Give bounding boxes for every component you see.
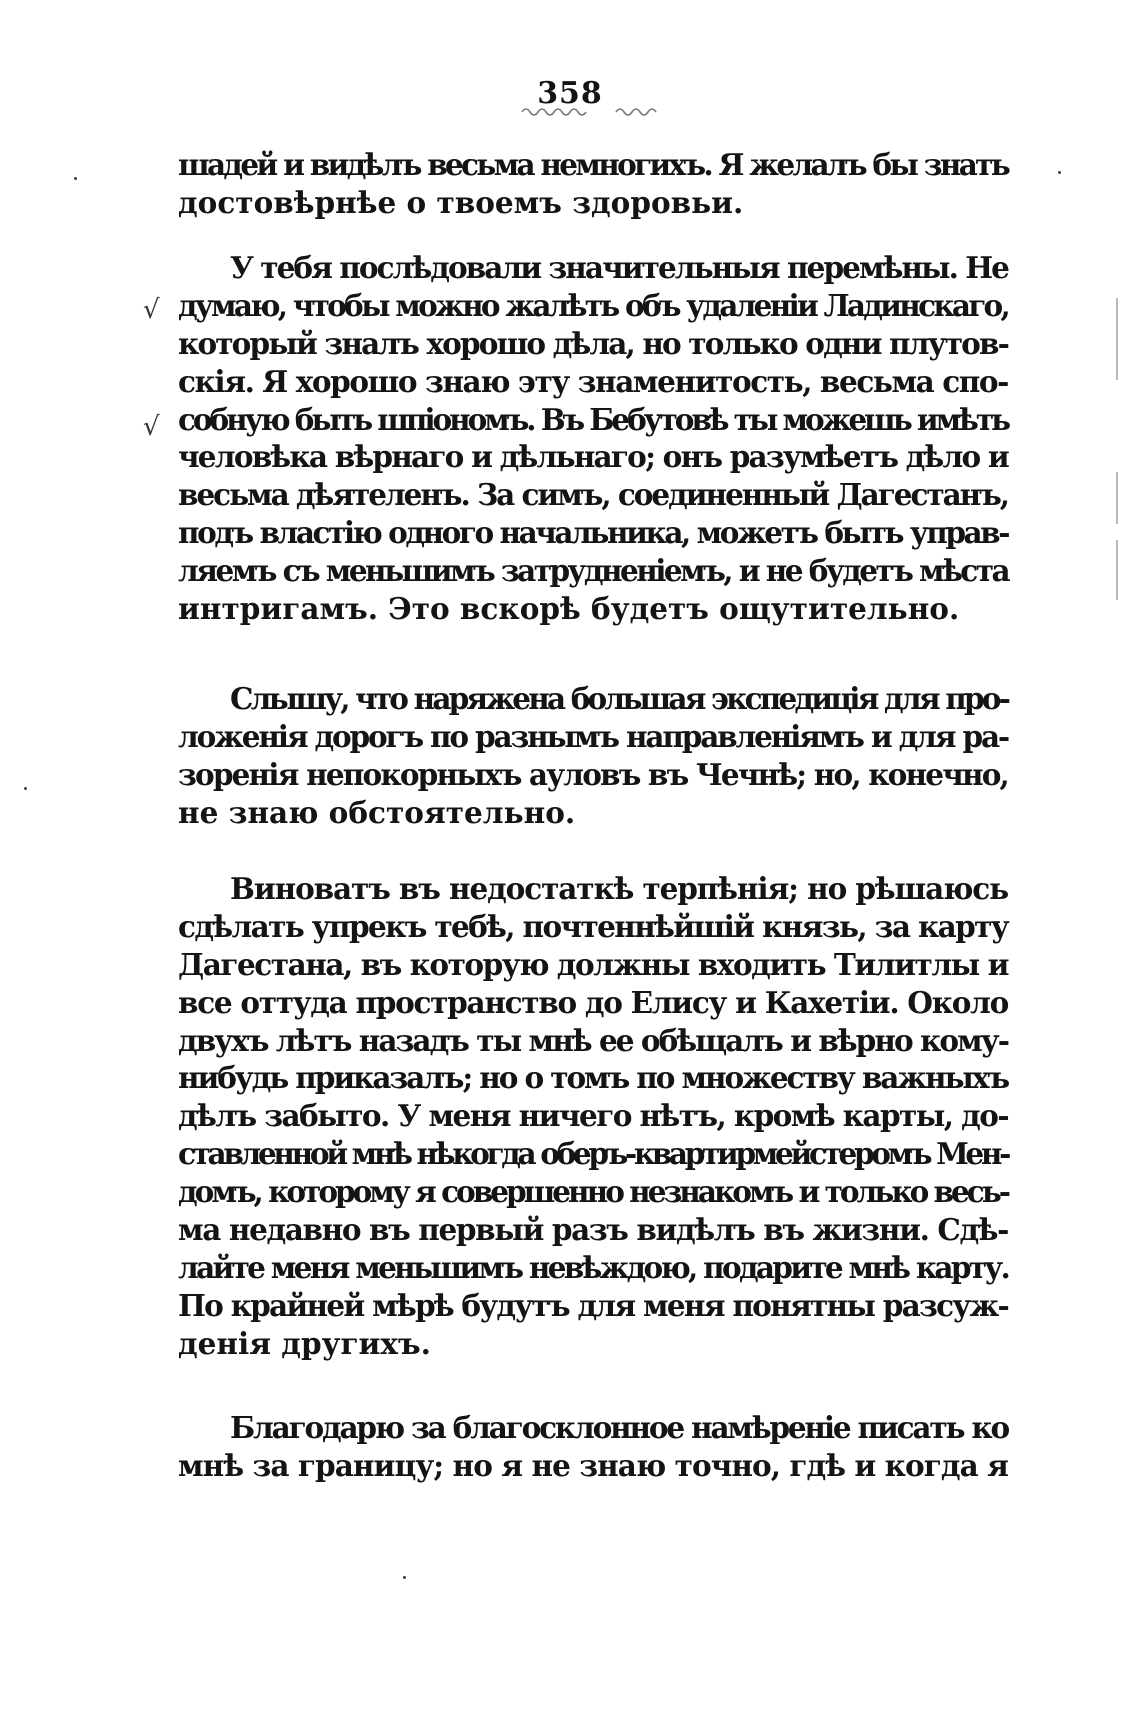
text-line: собную быть шпіономъ. Въ Бебутовѣ ты можешь имѣть [178, 401, 1008, 437]
text-line: нибудь приказалъ; но о томъ по множеству важныхъ [178, 1060, 1008, 1096]
margin-check-mark: √ [143, 295, 160, 325]
text-line: домъ, которому я совершенно незнакомъ и только весь- [178, 1174, 1008, 1210]
text-line: По крайней мѣрѣ будутъ для меня понятны разсуж- [178, 1287, 1009, 1323]
text-line: мнѣ за границу; но я не знаю точно, гдѣ и когда я [178, 1447, 1008, 1483]
text-line: денія другихъ. [178, 1325, 431, 1361]
text-line: все оттуда пространство до Елису и Кахетіи. Около [178, 984, 1008, 1020]
text-line: зоренія непокорныхъ ауловъ въ Чечнѣ; но, конечно, [178, 756, 1008, 792]
text-line: Слышу, что наряжена большая экспедиція для про- [230, 681, 1008, 716]
scan-edge-line [1116, 472, 1118, 524]
text-line: не знаю обстоятельно. [178, 794, 576, 830]
text-line: лайте меня меньшимъ невѣждою, подарите мнѣ карту. [178, 1249, 1008, 1285]
scan-edge-line [1116, 540, 1118, 600]
text-line: У тебя послѣдовали значительныя перемѣны. Не [230, 250, 1008, 285]
text-line: ма недавно въ первый разъ видѣлъ въ жизни. Сдѣ- [178, 1212, 1008, 1248]
text-line: Дагестана, въ которую должны входить Тилитлы и [178, 946, 1008, 982]
ornament-divider [520, 104, 670, 118]
paragraph-4 [178, 870, 1008, 1363]
text-line: человѣка вѣрнаго и дѣльнаго; онъ разумѣетъ дѣло и [178, 439, 1008, 475]
page-number: 358 [537, 76, 603, 111]
text-line: шадей и видѣлъ весьма немногихъ. Я желалъ бы знать [178, 147, 1008, 182]
text-line: подъ властію одного начальника, можетъ быть управ- [178, 515, 1008, 551]
text-line: достовѣрнѣе о твоемъ здоровьи. [178, 184, 744, 220]
text-line: ложенія дорогъ по разнымъ направленіямъ и для ра- [178, 718, 1008, 754]
text-line: дѣлъ забыто. У меня ничего нѣтъ, кромѣ карты, до- [178, 1098, 1008, 1134]
scan-edge-line [1116, 298, 1118, 380]
text-line: ставленной мнѣ нѣкогда оберъ-квартирмейстеромъ Мен- [178, 1136, 1009, 1172]
text-line: сдѣлать упрекъ тебѣ, почтеннѣйшій князь, за карту [178, 908, 1008, 944]
paragraph-3 [178, 680, 1008, 832]
paragraph-5 [178, 1409, 1008, 1485]
text-line: Благодарю за благосклонное намѣреніе писать ко [230, 1410, 1008, 1445]
scan-speck [403, 1576, 406, 1579]
text-line: интригамъ. Это вскорѣ будетъ ощутительно. [178, 591, 960, 627]
paragraph-1 [178, 146, 1008, 222]
paragraph-2 [178, 249, 1008, 628]
text-line: ляемъ съ меньшимъ затрудненіемъ, и не будетъ мѣста [178, 553, 1008, 589]
text-line: Виноватъ въ недостаткѣ терпѣнія; но рѣшаюсь [230, 871, 1008, 906]
text-line: весьма дѣятеленъ. За симъ, соединенный Дагестанъ, [178, 477, 1008, 513]
scan-speck [1058, 171, 1061, 174]
margin-check-mark: √ [143, 412, 160, 442]
text-line: двухъ лѣтъ назадъ ты мнѣ ее обѣщалъ и вѣрно кому- [178, 1022, 1008, 1058]
scan-speck [24, 787, 27, 790]
scan-speck [74, 177, 77, 180]
text-line: думаю, чтобы можно жалѣть объ удаленіи Ладинскаго, [178, 287, 1008, 323]
text-line: скія. Я хорошо знаю эту знаменитость, весьма спо- [178, 363, 1008, 399]
text-line: который зналъ хорошо дѣла, но только одни плутов- [178, 325, 1008, 361]
